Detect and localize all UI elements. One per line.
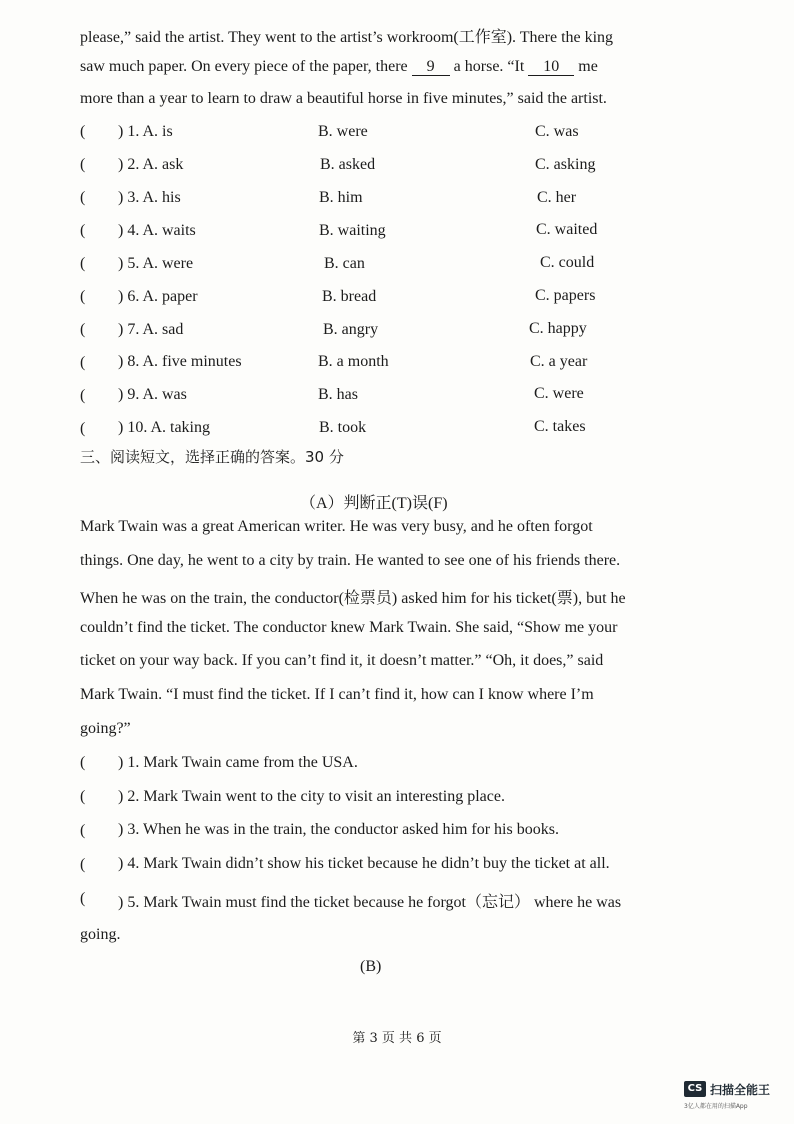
option-c: C. was bbox=[535, 123, 579, 140]
section-heading: 三、阅读短文，选择正确的答案。30 分 bbox=[80, 448, 344, 466]
camscanner-logo: CS bbox=[684, 1081, 706, 1097]
option-c: C. asking bbox=[535, 156, 596, 173]
passage-line: Mark Twain. “I must find the ticket. If I can’t find it, how can I know where I’m bbox=[80, 686, 594, 703]
option-c: C. her bbox=[537, 189, 577, 206]
option-a: ) 10. A. taking bbox=[118, 419, 210, 436]
tf-question-text: ) 1. Mark Twain came from the USA. bbox=[118, 754, 358, 771]
tf-question-text: ) 5. Mark Twain must find the ticket because he forgot（忘记） where he was bbox=[118, 894, 622, 911]
answer-paren[interactable]: ( bbox=[80, 288, 86, 305]
option-c: C. papers bbox=[535, 287, 596, 304]
scanner-app-name: 扫描全能王 bbox=[710, 1083, 771, 1097]
scanner-tagline: 3亿人都在用的扫描App bbox=[684, 1103, 748, 1110]
option-b: B. waiting bbox=[319, 222, 386, 239]
tf-question-text: ) 2. Mark Twain went to the city to visit an interesting place. bbox=[118, 788, 505, 805]
option-a: ) 1. A. is bbox=[118, 123, 173, 140]
passage-line: couldn’t find the ticket. The conductor knew Mark Twain. She said, “Show me your bbox=[80, 619, 618, 636]
blank-10: 10 bbox=[528, 59, 574, 76]
passage-line: ticket on your way back. If you can’t find it, it doesn’t matter.” “Oh, it does,” said bbox=[80, 652, 604, 669]
option-a: ) 2. A. ask bbox=[118, 156, 184, 173]
option-c: C. waited bbox=[536, 221, 598, 238]
option-b: B. a month bbox=[318, 353, 389, 370]
part-b-title: (B) bbox=[360, 958, 382, 975]
option-b: B. bread bbox=[322, 288, 377, 305]
answer-paren[interactable]: ( bbox=[80, 255, 86, 272]
answer-paren[interactable]: ( bbox=[80, 354, 86, 371]
passage-line: When he was on the train, the conductor(检票员) asked him for his ticket(票), but he bbox=[80, 590, 626, 607]
option-a: ) 3. A. his bbox=[118, 189, 181, 206]
option-c: C. a year bbox=[530, 353, 588, 370]
tf-question-text: ) 3. When he was in the train, the conductor asked him for his books. bbox=[118, 821, 559, 838]
option-b: B. has bbox=[318, 386, 358, 403]
cloze-text-segment: me bbox=[578, 58, 598, 75]
answer-paren[interactable]: ( bbox=[80, 387, 86, 404]
answer-paren[interactable]: ( bbox=[80, 788, 86, 805]
answer-paren[interactable]: ( bbox=[80, 890, 86, 907]
option-a: ) 7. A. sad bbox=[118, 321, 184, 338]
answer-paren[interactable]: ( bbox=[80, 222, 86, 239]
option-c: C. happy bbox=[529, 320, 587, 337]
passage-line: Mark Twain was a great American writer. He was very busy, and he often forgot bbox=[80, 518, 593, 535]
option-a: ) 8. A. five minutes bbox=[118, 353, 242, 370]
cloze-passage-line-3: more than a year to learn to draw a beautiful horse in five minutes,” said the artist. bbox=[80, 90, 607, 107]
option-c: C. could bbox=[540, 254, 595, 271]
answer-paren[interactable]: ( bbox=[80, 156, 86, 173]
tf-question-text: ) 4. Mark Twain didn’t show his ticket because he didn’t buy the ticket at all. bbox=[118, 855, 610, 872]
tf-question-continuation: going. bbox=[80, 926, 121, 943]
option-b: B. were bbox=[318, 123, 368, 140]
cloze-passage-line-2 bbox=[80, 58, 598, 76]
option-a: ) 9. A. was bbox=[118, 386, 187, 403]
option-b: B. took bbox=[319, 419, 367, 436]
cloze-text-segment: saw much paper. On every piece of the paper, there bbox=[80, 58, 408, 75]
part-a-title: （A）判断正(T)误(F) bbox=[300, 495, 448, 512]
passage-line: things. One day, he went to a city by train. He wanted to see one of his friends there. bbox=[80, 552, 621, 569]
option-b: B. can bbox=[324, 255, 365, 272]
cloze-passage-line-1: please,” said the artist. They went to the artist’s workroom(工作室). There the king bbox=[80, 29, 614, 46]
option-b: B. angry bbox=[323, 321, 379, 338]
cloze-text-segment: a horse. “It bbox=[453, 58, 525, 75]
answer-paren[interactable]: ( bbox=[80, 321, 86, 338]
option-c: C. were bbox=[534, 385, 584, 402]
option-a: ) 5. A. were bbox=[118, 255, 194, 272]
answer-paren[interactable]: ( bbox=[80, 420, 86, 437]
option-b: B. asked bbox=[320, 156, 376, 173]
page-number: 第 3 页 共 6 页 bbox=[352, 1031, 442, 1046]
option-c: C. takes bbox=[534, 418, 586, 435]
blank-9: 9 bbox=[412, 59, 450, 76]
answer-paren[interactable]: ( bbox=[80, 189, 86, 206]
option-a: ) 6. A. paper bbox=[118, 288, 198, 305]
answer-paren[interactable]: ( bbox=[80, 822, 86, 839]
passage-line: going?” bbox=[80, 720, 131, 737]
answer-paren[interactable]: ( bbox=[80, 123, 86, 140]
answer-paren[interactable]: ( bbox=[80, 754, 86, 771]
answer-paren[interactable]: ( bbox=[80, 856, 86, 873]
option-b: B. him bbox=[319, 189, 363, 206]
option-a: ) 4. A. waits bbox=[118, 222, 196, 239]
